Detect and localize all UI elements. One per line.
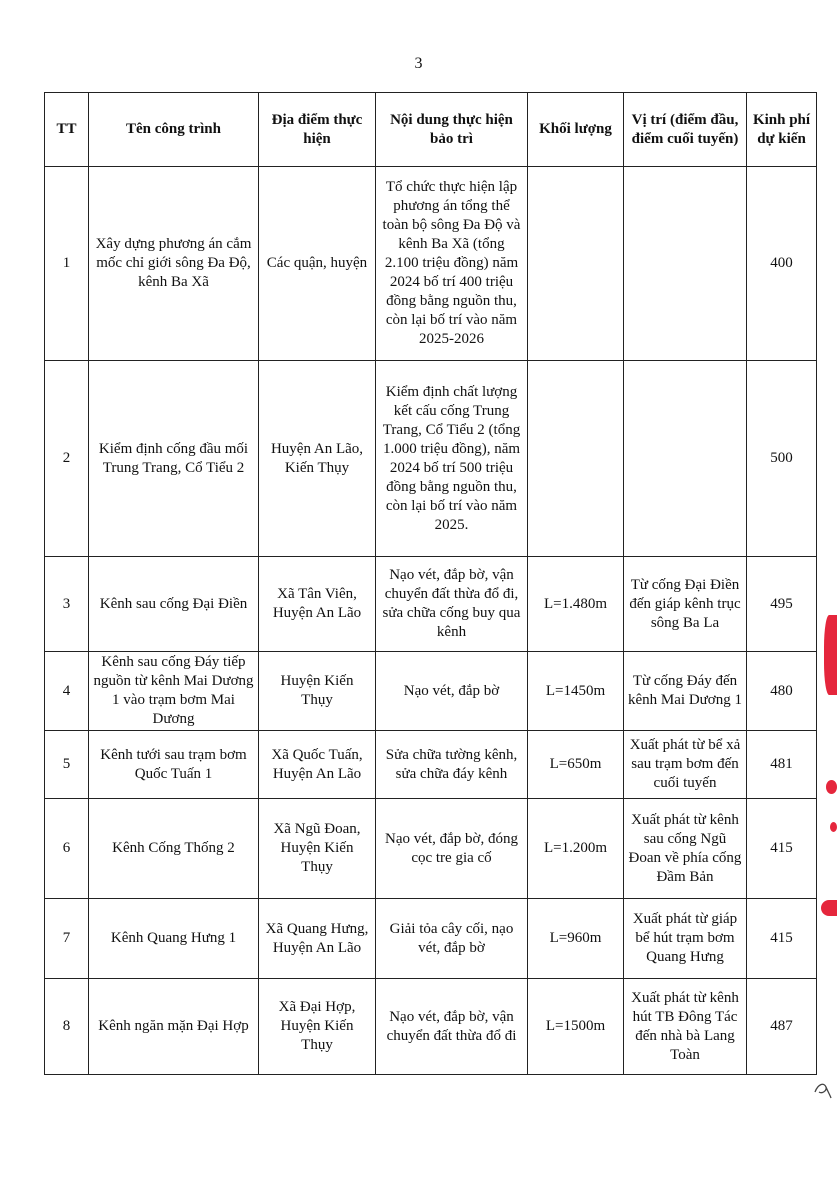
header-volume: Khối lượng	[528, 93, 624, 167]
cell-volume	[528, 361, 624, 557]
cell-content: Nạo vét, đắp bờ, vận chuyển đất thừa đổ đi	[376, 979, 528, 1075]
cell-name: Kênh sau cống Đáy tiếp nguồn từ kênh Mai Dương 1 vào trạm bơm Mai Dương	[89, 652, 259, 731]
cell-position: Xuất phát từ kênh sau cống Ngũ Đoan về phía cống Đầm Bản	[624, 799, 747, 899]
cell-cost: 487	[747, 979, 817, 1075]
table-row	[45, 361, 817, 557]
header-row	[45, 93, 817, 167]
cell-content: Kiểm định chất lượng kết cấu cống Trung Trang, Cổ Tiểu 2 (tổng 1.000 triệu đồng), năm 2024 bố trí 500 triệu đồng bằng nguồn thu, còn lại bố trí vào năm 2025.	[376, 361, 528, 557]
cell-tt: 6	[45, 799, 89, 899]
cell-volume: L=1450m	[528, 652, 624, 731]
table-row	[45, 799, 817, 899]
table-row	[45, 652, 817, 731]
cell-tt: 8	[45, 979, 89, 1075]
page-number: 3	[414, 55, 423, 72]
header-location: Địa điểm thực hiện	[259, 93, 376, 167]
cell-cost: 495	[747, 557, 817, 652]
cell-content: Nạo vét, đắp bờ	[376, 652, 528, 731]
cell-content: Nạo vét, đắp bờ, vận chuyển đất thừa đổ đi, sửa chữa cống buy qua kênh	[376, 557, 528, 652]
cell-location: Xã Tân Viên, Huyện An Lão	[259, 557, 376, 652]
header-content: Nội dung thực hiện bảo trì	[376, 93, 528, 167]
cell-position: Từ cống Đáy đến kênh Mai Dương 1	[624, 652, 747, 731]
cell-name: Kênh tưới sau trạm bơm Quốc Tuấn 1	[89, 731, 259, 799]
cell-cost: 415	[747, 899, 817, 979]
header-cost: Kinh phí dự kiến	[747, 93, 817, 167]
cell-name: Kiểm định cống đầu mối Trung Trang, Cổ Tiểu 2	[89, 361, 259, 557]
cell-volume: L=1.480m	[528, 557, 624, 652]
stamp-mark	[824, 615, 837, 695]
cell-volume: L=960m	[528, 899, 624, 979]
cell-cost: 400	[747, 167, 817, 361]
cell-position	[624, 361, 747, 557]
cell-location: Xã Đại Hợp, Huyện Kiến Thụy	[259, 979, 376, 1075]
stamp-mark	[830, 822, 837, 832]
cell-content: Nạo vét, đắp bờ, đóng cọc tre gia cố	[376, 799, 528, 899]
header-position: Vị trí (điểm đầu, điểm cuối tuyến)	[624, 93, 747, 167]
cell-tt: 3	[45, 557, 89, 652]
cell-volume: L=1.200m	[528, 799, 624, 899]
initial-mark	[812, 1078, 834, 1100]
cell-name: Xây dựng phương án cắm mốc chỉ giới sông Đa Độ, kênh Ba Xã	[89, 167, 259, 361]
maintenance-table	[44, 92, 817, 1075]
cell-name: Kênh ngăn mặn Đại Hợp	[89, 979, 259, 1075]
cell-tt: 1	[45, 167, 89, 361]
cell-name: Kênh Quang Hưng 1	[89, 899, 259, 979]
cell-cost: 480	[747, 652, 817, 731]
cell-location: Xã Quốc Tuấn, Huyện An Lão	[259, 731, 376, 799]
cell-cost: 481	[747, 731, 817, 799]
cell-content: Giải tỏa cây cối, nạo vét, đắp bờ	[376, 899, 528, 979]
stamp-mark	[821, 900, 837, 916]
header-name: Tên công trình	[89, 93, 259, 167]
cell-content: Sửa chữa tường kênh, sửa chữa đáy kênh	[376, 731, 528, 799]
cell-position: Từ cống Đại Điền đến giáp kênh trục sông Ba La	[624, 557, 747, 652]
cell-content: Tổ chức thực hiện lập phương án tổng thể toàn bộ sông Đa Độ và kênh Ba Xã (tổng 2.100 triệu đồng) năm 2024 bố trí 400 triệu đồng bằng nguồn thu, còn lại bố trí vào năm 2025-2026	[376, 167, 528, 361]
cell-tt: 2	[45, 361, 89, 557]
cell-volume: L=650m	[528, 731, 624, 799]
table-row	[45, 731, 817, 799]
table-row	[45, 899, 817, 979]
cell-position: Xuất phát từ bể xả sau trạm bơm đến cuối tuyến	[624, 731, 747, 799]
cell-name: Kênh Cống Thống 2	[89, 799, 259, 899]
table-row	[45, 167, 817, 361]
cell-location: Các quận, huyện	[259, 167, 376, 361]
table-row	[45, 557, 817, 652]
table-row	[45, 979, 817, 1075]
cell-volume: L=1500m	[528, 979, 624, 1075]
cell-location: Xã Ngũ Đoan, Huyện Kiến Thụy	[259, 799, 376, 899]
cell-position: Xuất phát từ kênh hút TB Đông Tác đến nhà bà Lang Toàn	[624, 979, 747, 1075]
cell-tt: 5	[45, 731, 89, 799]
stamp-mark	[826, 780, 837, 794]
header-tt: TT	[45, 93, 89, 167]
cell-position	[624, 167, 747, 361]
cell-cost: 415	[747, 799, 817, 899]
cell-tt: 7	[45, 899, 89, 979]
cell-location: Xã Quang Hưng, Huyện An Lão	[259, 899, 376, 979]
cell-cost: 500	[747, 361, 817, 557]
cell-name: Kênh sau cống Đại Điền	[89, 557, 259, 652]
cell-volume	[528, 167, 624, 361]
cell-tt: 4	[45, 652, 89, 731]
cell-location: Huyện An Lão, Kiến Thụy	[259, 361, 376, 557]
cell-position: Xuất phát từ giáp bể hút trạm bơm Quang Hưng	[624, 899, 747, 979]
cell-location: Huyện Kiến Thụy	[259, 652, 376, 731]
